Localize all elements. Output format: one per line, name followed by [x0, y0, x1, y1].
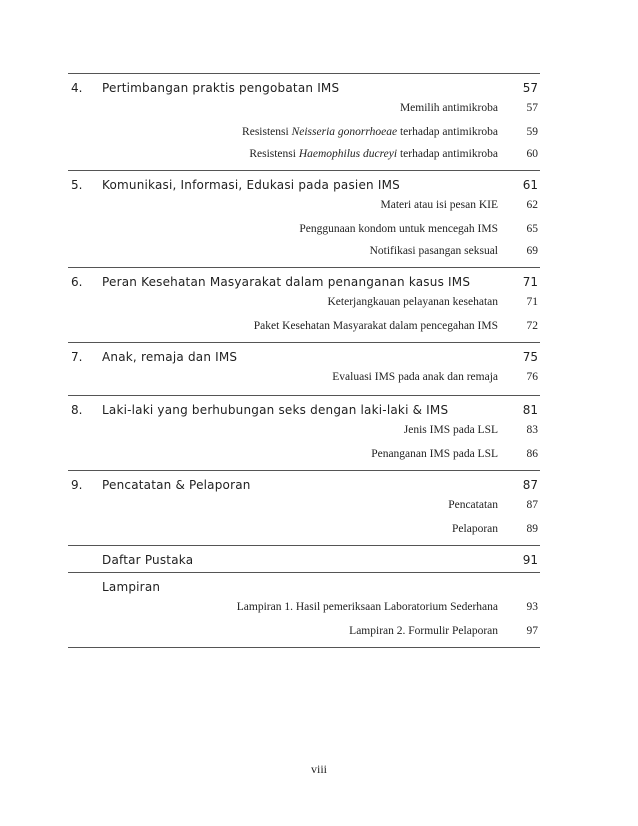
toc-chapter-row[interactable]	[68, 74, 540, 100]
toc-subsection-row[interactable]	[68, 241, 540, 263]
toc-subsection-row[interactable]	[68, 316, 540, 338]
toc-subsection-row[interactable]	[68, 599, 540, 621]
page-number: viii	[310, 762, 327, 776]
subsection-page-number: 71	[526, 296, 538, 308]
section-spacer	[68, 643, 540, 647]
subsection-title	[380, 199, 498, 211]
toc-section	[68, 267, 540, 342]
toc-subsection-row[interactable]	[68, 422, 540, 444]
toc-subsection-row[interactable]	[68, 444, 540, 466]
toc-subsection-row[interactable]	[68, 100, 540, 122]
toc-section	[68, 572, 540, 648]
toc-chapter-row[interactable]	[68, 396, 540, 422]
subsection-title	[332, 371, 498, 383]
toc-subsection-row[interactable]	[68, 122, 540, 144]
chapter-page-number: 87	[522, 478, 538, 492]
toc-chapter-row[interactable]	[68, 268, 540, 294]
subsection-page-number: 87	[526, 499, 538, 511]
toc-chapter-row[interactable]	[68, 573, 540, 599]
chapter-title: Komunikasi, Informasi, Edukasi pada pasien IMS	[102, 178, 400, 192]
subsection-page-number: 57	[526, 102, 538, 114]
subsection-page-number: 72	[526, 320, 538, 332]
toc-chapter-row[interactable]	[68, 343, 540, 369]
subsection-title-text-suffix: terhadap antimikroba	[397, 148, 498, 160]
toc-subsection-row[interactable]	[68, 621, 540, 643]
chapter-page-number: 71	[522, 275, 538, 289]
subsection-title-text: Pencatatan	[448, 499, 498, 511]
subsection-title	[328, 296, 499, 308]
subsection-page-number: 76	[526, 371, 538, 383]
toc-subsection-row[interactable]	[68, 369, 540, 391]
chapter-page-number: 91	[522, 553, 538, 567]
subsection-page-number: 86	[526, 448, 538, 460]
subsection-title-text: Lampiran 1. Hasil pemeriksaan Laboratorium Sederhana	[236, 601, 498, 613]
chapter-title: Pencatatan & Pelaporan	[102, 478, 251, 492]
subsection-page-number: 97	[526, 625, 538, 637]
chapter-number: 6.	[71, 275, 83, 289]
subsection-title	[254, 320, 498, 332]
subsection-page-number: 89	[526, 523, 538, 535]
chapter-title: Lampiran	[102, 580, 161, 594]
toc-subsection-row[interactable]	[68, 197, 540, 219]
subsection-title	[237, 601, 498, 613]
toc-section	[68, 170, 540, 267]
subsection-page-number: 83	[526, 424, 538, 436]
subsection-title-text: Resistensi	[242, 126, 292, 138]
subsection-title	[349, 625, 498, 637]
subsection-title-text: Keterjangkauan pelayanan kesehatan	[327, 296, 498, 308]
toc-subsection-row[interactable]	[68, 497, 540, 519]
chapter-title: Anak, remaja dan IMS	[102, 350, 238, 364]
chapter-number: 7.	[71, 350, 83, 364]
subsection-page-number: 65	[526, 223, 538, 235]
subsection-title-text: Memilih antimikroba	[399, 102, 498, 114]
subsection-title-text: Penggunaan kondom untuk mencegah IMS	[299, 223, 498, 235]
toc-subsection-row[interactable]	[68, 144, 540, 166]
subsection-page-number: 69	[526, 245, 538, 257]
toc-subsection-row[interactable]	[68, 219, 540, 241]
toc-chapter-row[interactable]	[68, 171, 540, 197]
chapter-number: 4.	[71, 81, 83, 95]
toc-subsection-row[interactable]	[68, 294, 540, 316]
subsection-page-number: 59	[526, 126, 538, 138]
subsection-title	[370, 245, 498, 257]
chapter-page-number: 81	[522, 403, 538, 417]
subsection-title	[452, 523, 498, 535]
subsection-title-text: Resistensi	[249, 148, 299, 160]
subsection-page-number: 60	[526, 148, 538, 160]
chapter-number: 8.	[71, 403, 83, 417]
toc-chapter-row[interactable]	[68, 471, 540, 497]
subsection-page-number: 93	[526, 601, 538, 613]
chapter-title: Laki-laki yang berhubungan seks dengan laki-laki & IMS	[102, 403, 449, 417]
toc-section	[68, 395, 540, 470]
toc-section	[68, 342, 540, 395]
subsection-title-text: Evaluasi IMS pada anak dan remaja	[332, 371, 498, 383]
subsection-title-italic: Haemophilus ducreyi	[298, 148, 398, 160]
chapter-page-number: 61	[522, 178, 538, 192]
subsection-page-number: 62	[526, 199, 538, 211]
subsection-title-text-suffix: terhadap antimikroba	[397, 126, 498, 138]
table-of-contents	[68, 73, 540, 648]
toc-section	[68, 73, 540, 170]
subsection-title-text: Paket Kesehatan Masyarakat dalam pencegahan IMS	[253, 320, 498, 332]
chapter-title: Peran Kesehatan Masyarakat dalam penanganan kasus IMS	[102, 275, 471, 289]
chapter-title: Daftar Pustaka	[102, 553, 194, 567]
chapter-page-number: 75	[522, 350, 538, 364]
subsection-title-text: Jenis IMS pada LSL	[403, 424, 498, 436]
toc-section	[68, 470, 540, 545]
subsection-title	[404, 424, 498, 436]
chapter-title: Pertimbangan praktis pengobatan IMS	[102, 81, 340, 95]
subsection-title-text: Pelaporan	[452, 523, 498, 535]
subsection-title	[242, 126, 498, 138]
subsection-title-text: Penanganan IMS pada LSL	[371, 448, 498, 460]
subsection-title	[249, 148, 498, 160]
subsection-title-text: Notifikasi pasangan seksual	[369, 245, 498, 257]
subsection-title-text: Materi atau isi pesan KIE	[380, 199, 498, 211]
toc-section	[68, 545, 540, 572]
toc-subsection-row[interactable]	[68, 519, 540, 541]
subsection-title-italic: Neisseria gonorrhoeae	[291, 126, 398, 138]
chapter-page-number: 57	[522, 81, 538, 95]
chapter-number: 9.	[71, 478, 83, 492]
subsection-title	[448, 499, 498, 511]
subsection-title	[371, 448, 498, 460]
subsection-title	[400, 102, 498, 114]
toc-chapter-row[interactable]	[68, 546, 540, 572]
subsection-title-text: Lampiran 2. Formulir Pelaporan	[349, 625, 498, 637]
chapter-number: 5.	[71, 178, 83, 192]
subsection-title	[299, 223, 498, 235]
